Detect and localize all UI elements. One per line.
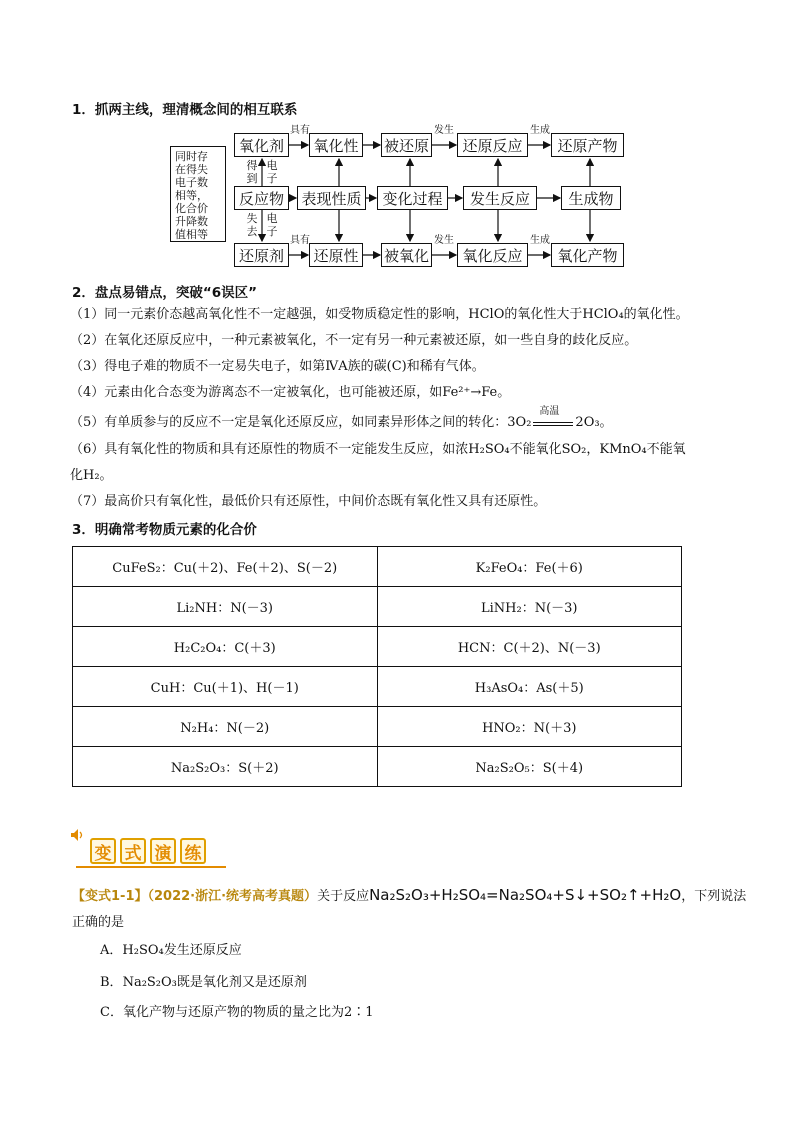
option-label: C． bbox=[100, 1005, 123, 1020]
label-occur-top: 发生 bbox=[434, 125, 454, 136]
equal-line-1 bbox=[533, 422, 573, 423]
table-cell: H₂C₂O₄：C(＋3) bbox=[73, 627, 378, 667]
electron-label-bottom bbox=[266, 212, 278, 238]
valence-table bbox=[72, 546, 682, 787]
option-text: Na₂S₂O₃既是氧化剂又是还原剂 bbox=[122, 975, 307, 990]
left-note-line: 电子数 bbox=[175, 176, 208, 189]
section1-title: 1．抓两主线，理清概念间的相互联系 bbox=[72, 102, 298, 118]
left-note-line: 化合价 bbox=[175, 202, 208, 215]
table-cell: CuH：Cu(＋1)、H(－1) bbox=[73, 667, 378, 707]
condition-arrow bbox=[531, 405, 575, 430]
label-have-bottom: 具有 bbox=[290, 235, 310, 246]
table-row bbox=[73, 547, 682, 587]
question-post: ，下列说法 bbox=[681, 889, 747, 904]
table-cell: LiNH₂：N(－3) bbox=[377, 587, 682, 627]
option-text: 氧化产物与还原产物的物质的量之比为2∶1 bbox=[122, 1005, 374, 1020]
misconception-2: （2）在氧化还原反应中，一种元素被氧化，不一定有另一种元素被还原，如一些自身的歧化反应。 bbox=[70, 333, 638, 348]
box-property: 表现性质 bbox=[297, 186, 366, 210]
gain-char: 到 bbox=[246, 172, 258, 185]
gain-label bbox=[246, 159, 258, 185]
lose-label bbox=[246, 212, 258, 238]
misconception-3: （3）得电子难的物质不一定易失电子，如第ⅣA族的碳(C)和稀有气体。 bbox=[70, 359, 485, 374]
box-reduction-product: 还原产物 bbox=[551, 133, 624, 157]
question-source: （2022·浙江·统考高考真题） bbox=[147, 889, 318, 904]
table-row bbox=[73, 627, 682, 667]
misconception-6: （6）具有氧化性的物质和具有还原性的物质不一定能发生反应，如浓H₂SO₄不能氧化SO₂，KMnO₄不能氧 bbox=[70, 442, 686, 457]
practice-banner bbox=[80, 838, 208, 866]
table-cell: Li₂NH：N(－3) bbox=[73, 587, 378, 627]
left-note-line: 在得失 bbox=[175, 163, 208, 176]
box-oxidation-product: 氧化产物 bbox=[551, 243, 624, 267]
lose-char: 失 bbox=[246, 212, 258, 225]
condition-label: 高温 bbox=[539, 405, 560, 417]
left-note-line: 相等， bbox=[175, 189, 208, 202]
gain-char: 得 bbox=[246, 159, 258, 172]
option-label: B． bbox=[100, 975, 123, 990]
table-cell: Na₂S₂O₅：S(＋4) bbox=[377, 747, 682, 787]
box-oxidizing: 氧化性 bbox=[309, 133, 363, 157]
left-note-line: 升降数 bbox=[175, 215, 208, 228]
misconception-5 bbox=[70, 405, 750, 433]
box-reaction: 发生反应 bbox=[463, 186, 537, 210]
banner-char: 练 bbox=[180, 838, 206, 864]
electron-label-top bbox=[266, 159, 278, 185]
table-cell: H₃AsO₄：As(＋5) bbox=[377, 667, 682, 707]
box-oxidized: 被氧化 bbox=[381, 243, 432, 267]
left-note-line: 同时存 bbox=[175, 150, 208, 163]
table-cell: K₂FeO₄：Fe(＋6) bbox=[377, 547, 682, 587]
question-stem-line2: 正确的是 bbox=[72, 915, 125, 930]
misconception-4: （4）元素由化合态变为游离态不一定被氧化，也可能被还原，如Fe²⁺→Fe。 bbox=[70, 385, 511, 400]
electron-char: 电 bbox=[266, 212, 278, 225]
table-row bbox=[73, 747, 682, 787]
banner-underline bbox=[76, 866, 226, 868]
option-text: H₂SO₄发生还原反应 bbox=[122, 943, 242, 958]
concept-diagram bbox=[170, 126, 630, 266]
table-cell: HNO₂：N(＋3) bbox=[377, 707, 682, 747]
electron-char: 子 bbox=[266, 225, 278, 238]
option-label: A． bbox=[100, 943, 123, 958]
table-cell: Na₂S₂O₃：S(＋2) bbox=[73, 747, 378, 787]
label-occur-bottom: 发生 bbox=[434, 235, 454, 246]
banner-char: 演 bbox=[150, 838, 176, 864]
misconception-6-cont: 化H₂。 bbox=[70, 468, 113, 483]
equal-line-2 bbox=[533, 425, 573, 426]
banner-char: 式 bbox=[120, 838, 146, 864]
misconception-7: （7）最高价只有氧化性，最低价只有还原性，中间价态既有氧化性又具有还原性。 bbox=[70, 494, 547, 509]
box-reduction-reaction: 还原反应 bbox=[457, 133, 528, 157]
misconception-5-end: 2O₃。 bbox=[575, 415, 613, 430]
misconception-1: （1）同一元素价态越高氧化性不一定越强，如受物质稳定性的影响，HClO的氧化性大于HClO₄的氧化性。 bbox=[70, 307, 689, 322]
label-generate-bottom: 生成 bbox=[530, 235, 550, 246]
box-oxidation-reaction: 氧化反应 bbox=[457, 243, 528, 267]
table-row bbox=[73, 587, 682, 627]
option-a[interactable] bbox=[100, 940, 242, 962]
table-row bbox=[73, 667, 682, 707]
box-reducing: 还原性 bbox=[309, 243, 363, 267]
question-tag: 【变式1-1】 bbox=[72, 889, 148, 904]
box-reduced: 被还原 bbox=[381, 133, 432, 157]
electron-char: 电 bbox=[266, 159, 278, 172]
table-cell: N₂H₄：N(－2) bbox=[73, 707, 378, 747]
misconception-5-text: （5）有单质参与的反应不一定是氧化还原反应，如同素异形体之间的转化：3O₂ bbox=[70, 415, 532, 430]
question-pre: 关于反应 bbox=[317, 889, 370, 904]
label-generate-top: 生成 bbox=[530, 125, 550, 136]
table-row bbox=[73, 707, 682, 747]
label-have-top: 具有 bbox=[290, 125, 310, 136]
question-stem bbox=[72, 884, 762, 908]
box-reductant: 还原剂 bbox=[234, 243, 289, 267]
electron-char: 子 bbox=[266, 172, 278, 185]
left-note-box bbox=[170, 146, 226, 242]
section3-title: 3．明确常考物质元素的化合价 bbox=[72, 522, 257, 538]
table-cell: HCN：C(＋2)、N(－3) bbox=[377, 627, 682, 667]
lose-char: 去 bbox=[246, 225, 258, 238]
section2-title: 2．盘点易错点，突破“6误区” bbox=[72, 285, 258, 301]
left-note-line: 值相等 bbox=[175, 228, 208, 241]
box-oxidant: 氧化剂 bbox=[234, 133, 289, 157]
option-b[interactable] bbox=[100, 972, 307, 994]
banner-char: 变 bbox=[90, 838, 116, 864]
box-reactant: 反应物 bbox=[234, 186, 289, 210]
box-product: 生成物 bbox=[561, 186, 621, 210]
option-c[interactable] bbox=[100, 1002, 374, 1024]
box-process: 变化过程 bbox=[377, 186, 448, 210]
table-cell: CuFeS₂：Cu(＋2)、Fe(＋2)、S(－2) bbox=[73, 547, 378, 587]
question-equation: Na₂S₂O₃+H₂SO₄=Na₂SO₄+S↓+SO₂↑+H₂O bbox=[369, 886, 682, 904]
